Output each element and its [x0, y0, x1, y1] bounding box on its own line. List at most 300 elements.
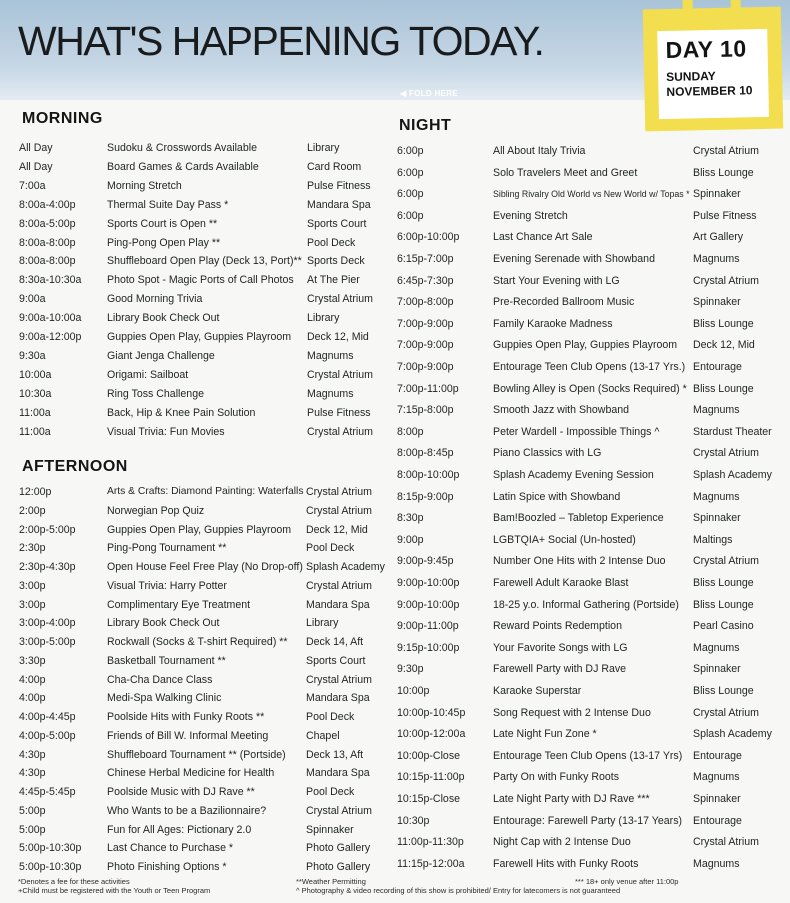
event-location: Bliss Lounge — [693, 317, 754, 330]
event-activity: Ring Toss Challenge — [107, 387, 204, 400]
event-location: Deck 14, Aft — [306, 636, 364, 648]
event-location: Entourage — [693, 814, 742, 827]
event-activity: Reward Points Redemption — [493, 620, 622, 633]
event-activity: Photo Spot - Magic Ports of Call Photos — [107, 274, 294, 287]
event-time: 8:00a-8:00p — [19, 255, 76, 268]
event-location: Library — [307, 312, 340, 325]
event-activity: Back, Hip & Knee Pain Solution — [107, 406, 256, 419]
event-activity: Night Cap with 2 Intense Duo — [493, 836, 631, 849]
event-activity: Ping-Pong Tournament ** — [107, 542, 227, 555]
event-activity: Bowling Alley is Open (Socks Required) * — [493, 382, 687, 395]
event-location: Spinnaker — [693, 296, 741, 309]
schedule-row — [19, 839, 391, 857]
schedule-row — [397, 380, 790, 398]
event-activity: Farewell Adult Karaoke Blast — [493, 577, 629, 589]
event-location: Sports Deck — [307, 255, 365, 268]
event-time: 9:30p — [397, 663, 424, 676]
event-location: Magnums — [693, 771, 740, 784]
event-location: Spinnaker — [693, 188, 741, 201]
schedule-row — [397, 768, 790, 786]
schedule-row — [19, 366, 391, 384]
event-time: 7:00p-9:00p — [397, 339, 454, 352]
schedule-row — [19, 502, 391, 520]
schedule-row — [397, 228, 790, 246]
event-activity: Karaoke Superstar — [493, 685, 582, 697]
event-activity: Evening Stretch — [493, 209, 568, 222]
event-time: 7:15p-8:00p — [397, 404, 454, 417]
event-activity: Shuffleboard Tournament ** (Portside) — [107, 748, 286, 761]
event-activity: Farewell Party with DJ Rave — [493, 663, 627, 676]
event-time: 10:00p-10:45p — [397, 706, 466, 719]
event-activity: Basketball Tournament ** — [107, 654, 226, 667]
day-card — [657, 29, 769, 119]
schedule-row — [19, 689, 391, 707]
event-location: Crystal Atrium — [306, 579, 372, 592]
fold-arrow-icon: ◀ — [400, 89, 407, 98]
event-time: 11:15p-12:00a — [397, 857, 465, 870]
schedule-row — [19, 821, 391, 839]
event-activity: Entourage Teen Club Opens (13-17 Yrs.) — [493, 361, 686, 373]
event-location: Crystal Atrium — [693, 145, 759, 157]
event-activity: Norwegian Pop Quiz — [107, 504, 205, 517]
schedule-row — [19, 596, 391, 614]
event-activity: Library Book Check Out — [107, 312, 220, 325]
event-location: Deck 12, Mid — [693, 339, 755, 352]
event-activity: Origami: Sailboat — [107, 368, 189, 381]
event-time: 6:15p-7:00p — [397, 253, 454, 265]
event-time: 10:30a — [19, 387, 52, 400]
event-time: 4:30p — [19, 748, 46, 761]
event-location: Library — [307, 142, 340, 154]
event-time: 3:00p-5:00p — [19, 636, 76, 648]
event-activity: Guppies Open Play, Guppies Playroom — [493, 339, 678, 352]
schedule-row — [397, 639, 790, 657]
event-activity: Open House Feel Free Play (No Drop-off) — [107, 561, 303, 573]
day-number: DAY 10 — [665, 35, 747, 63]
event-time: 7:00p-9:00p — [397, 317, 454, 330]
schedule-row — [397, 142, 790, 160]
day-date: NOVEMBER 10 — [666, 83, 753, 99]
event-time: 3:00p — [19, 579, 46, 592]
event-location: Magnums — [693, 857, 740, 870]
event-time: 8:30a-10:30a — [19, 274, 82, 287]
schedule-row — [19, 727, 391, 745]
event-activity: Sudoku & Crosswords Available — [107, 142, 257, 154]
event-time: 8:30p — [397, 512, 424, 525]
afternoon-heading: AFTERNOON — [22, 458, 128, 475]
event-time: 10:15p-Close — [397, 793, 461, 805]
event-time: 10:00p-12:00a — [397, 728, 466, 741]
event-activity: Last Chance Art Sale — [493, 231, 593, 244]
event-location: Bliss Lounge — [693, 685, 754, 697]
event-time: 9:00p-11:00p — [397, 620, 459, 633]
event-activity: LGBTQIA+ Social (Un-hosted) — [493, 533, 636, 546]
schedule-row — [397, 315, 790, 333]
schedule-row — [397, 185, 790, 203]
event-location: Crystal Atrium — [693, 706, 759, 719]
event-time: 10:00p — [397, 685, 430, 697]
event-time: 8:00p-8:45p — [397, 447, 454, 460]
event-time: 6:00p — [397, 166, 424, 179]
event-location: Bliss Lounge — [693, 577, 754, 589]
schedule-row — [397, 272, 790, 290]
event-location: Photo Gallery — [306, 842, 371, 855]
schedule-row — [397, 509, 790, 527]
schedule-row — [397, 164, 790, 182]
event-location: Pulse Fitness — [693, 209, 757, 222]
event-time: 5:00p — [19, 804, 46, 817]
event-location: Pool Deck — [306, 542, 355, 555]
event-activity: Shuffleboard Open Play (Deck 13, Port)** — [107, 255, 302, 268]
schedule-row — [19, 309, 391, 327]
event-location: Spinnaker — [693, 663, 741, 676]
event-time: 6:45p-7:30p — [397, 274, 454, 287]
event-activity: Sibling Rivalry Old World vs New World w/ Topas * — [493, 189, 690, 200]
schedule-row — [19, 215, 391, 233]
schedule-row — [19, 802, 391, 820]
schedule-row — [19, 328, 391, 346]
event-time: 2:00p — [19, 504, 46, 517]
footnote-weather: **Weather Permitting — [296, 877, 366, 886]
event-location: Spinnaker — [693, 512, 741, 525]
event-activity: Sports Court is Open ** — [107, 217, 218, 230]
footnote-child: +Child must be registered with the Youth or Teen Program — [18, 886, 211, 895]
event-activity: Pre-Recorded Ballroom Music — [493, 296, 635, 309]
event-time: 9:00a — [19, 293, 46, 306]
event-activity: Late Night Party with DJ Rave *** — [493, 793, 650, 805]
schedule-row — [397, 466, 790, 484]
schedule-row — [397, 531, 790, 549]
event-activity: Number One Hits with 2 Intense Duo — [493, 555, 666, 568]
schedule-row — [19, 671, 391, 689]
page-title: WHAT'S HAPPENING TODAY. — [18, 18, 544, 64]
schedule-row — [19, 539, 391, 557]
event-time: 11:00a — [19, 425, 51, 438]
schedule-row — [397, 207, 790, 225]
event-location: Spinnaker — [306, 823, 354, 836]
event-location: Crystal Atrium — [306, 673, 372, 686]
event-activity: Chinese Herbal Medicine for Health — [107, 767, 275, 780]
event-location: Mandara Spa — [306, 767, 370, 780]
event-activity: Farewell Hits with Funky Roots — [493, 857, 639, 870]
event-location: Splash Academy — [306, 561, 385, 573]
schedule-row — [19, 290, 391, 308]
event-activity: Evening Serenade with Showband — [493, 253, 655, 265]
event-time: 2:30p-4:30p — [19, 561, 76, 573]
event-activity: Your Favorite Songs with LG — [493, 641, 628, 654]
event-location: Magnums — [693, 253, 740, 265]
event-time: 9:00p — [397, 533, 424, 546]
event-time: 9:00p-10:00p — [397, 577, 460, 589]
event-location: Mandara Spa — [306, 598, 370, 611]
event-time: 8:00p-10:00p — [397, 469, 460, 481]
event-activity: Fun for All Ages: Pictionary 2.0 — [107, 823, 252, 836]
event-location: Entourage — [693, 361, 742, 373]
event-location: Mandara Spa — [307, 198, 371, 211]
schedule-row — [397, 574, 790, 592]
event-time: 8:00p — [397, 425, 424, 438]
event-time: 6:00p — [397, 145, 424, 157]
schedule-row — [19, 633, 391, 651]
event-location: Deck 13, Aft — [306, 748, 364, 761]
event-activity: Ping-Pong Open Play ** — [107, 236, 221, 249]
event-location: Maltings — [693, 533, 733, 546]
event-activity: Guppies Open Play, Guppies Playroom — [107, 523, 292, 536]
event-time: 10:30p — [397, 814, 430, 827]
footnote-photo: ^ Photography & video recording of this show is prohibited/ Entry for latecomers is not guaranteed — [296, 886, 621, 895]
event-activity: Friends of Bill W. Informal Meeting — [107, 729, 269, 742]
schedule-row — [19, 708, 391, 726]
event-activity: Poolside Music with DJ Rave ** — [107, 786, 255, 798]
event-time: 6:00p — [397, 188, 424, 201]
schedule-row — [19, 764, 391, 782]
schedule-row — [397, 250, 790, 268]
event-activity: Party On with Funky Roots — [493, 771, 619, 784]
event-location: Stardust Theater — [693, 425, 772, 438]
schedule-row — [397, 358, 790, 376]
event-time: 8:00a-5:00p — [19, 217, 76, 230]
event-time: 9:00a-10:00a — [19, 312, 82, 325]
event-activity: Bam!Boozled – Tabletop Experience — [493, 512, 664, 525]
event-activity: Guppies Open Play, Guppies Playroom — [107, 331, 292, 343]
event-location: Crystal Atrium — [306, 486, 372, 498]
event-location: Bliss Lounge — [693, 382, 754, 395]
event-location: Crystal Atrium — [307, 293, 373, 306]
schedule-row — [397, 812, 790, 830]
event-location: Magnums — [693, 641, 740, 654]
schedule-row — [19, 252, 391, 270]
badge-notch — [683, 0, 693, 18]
event-activity: Piano Classics with LG — [493, 447, 602, 460]
event-time: 9:15p-10:00p — [397, 641, 460, 654]
schedule-row — [397, 660, 790, 678]
event-time: 10:00a — [19, 368, 52, 381]
schedule-row — [397, 488, 790, 506]
event-location: Crystal Atrium — [693, 836, 759, 849]
event-activity: Library Book Check Out — [107, 617, 220, 630]
event-time: 6:00p — [397, 209, 424, 222]
schedule-row — [397, 833, 790, 851]
event-time: All Day — [19, 142, 53, 154]
schedule-row — [19, 234, 391, 252]
schedule-row — [19, 271, 391, 289]
event-time: 4:00p-4:45p — [19, 711, 76, 723]
event-time: 6:00p-10:00p — [397, 231, 460, 244]
schedule-row — [397, 401, 790, 419]
schedule-row — [397, 704, 790, 722]
event-location: Splash Academy — [693, 469, 772, 481]
event-activity: Entourage Teen Club Opens (13-17 Yrs) — [493, 749, 683, 762]
event-time: 2:30p — [19, 542, 46, 555]
schedule-row — [397, 747, 790, 765]
event-time: 4:00p-5:00p — [19, 729, 76, 742]
event-location: Crystal Atrium — [307, 368, 373, 381]
event-time: 12:00p — [19, 486, 52, 498]
event-time: 8:00a-4:00p — [19, 198, 76, 211]
schedule-row — [19, 196, 391, 214]
event-location: Crystal Atrium — [306, 804, 372, 817]
event-location: Magnums — [307, 387, 354, 400]
event-time: 4:00p — [19, 673, 46, 686]
event-time: 5:00p — [19, 823, 46, 836]
day-weekday: SUNDAY — [666, 68, 716, 84]
schedule-row — [397, 617, 790, 635]
event-location: Photo Gallery — [306, 861, 371, 873]
event-location: Magnums — [307, 349, 354, 362]
event-location: At The Pier — [307, 274, 360, 287]
event-time: 9:00a-12:00p — [19, 331, 82, 343]
event-location: Pearl Casino — [693, 620, 754, 633]
event-activity: Good Morning Trivia — [107, 293, 203, 306]
event-time: 4:00p — [19, 692, 46, 705]
event-activity: All About Italy Trivia — [493, 145, 586, 157]
event-time: 11:00a — [19, 406, 51, 419]
event-location: Spinnaker — [693, 793, 741, 805]
event-activity: Medi-Spa Walking Clinic — [107, 692, 222, 705]
event-time: All Day — [19, 160, 53, 173]
schedule-row — [397, 855, 790, 873]
schedule-row — [19, 385, 391, 403]
event-time: 5:00p-10:30p — [19, 842, 82, 855]
schedule-row — [19, 177, 391, 195]
event-activity: Thermal Suite Day Pass * — [107, 198, 229, 211]
schedule-row — [19, 746, 391, 764]
event-activity: Rockwall (Socks & T-shirt Required) ** — [107, 636, 288, 648]
schedule-row — [19, 652, 391, 670]
event-activity: Smooth Jazz with Showband — [493, 404, 630, 417]
event-location: Magnums — [693, 490, 740, 503]
event-time: 3:00p — [19, 598, 46, 611]
event-location: Art Gallery — [693, 231, 744, 244]
event-activity: Morning Stretch — [107, 179, 182, 192]
event-time: 5:00p-10:30p — [19, 861, 82, 873]
event-activity: Song Request with 2 Intense Duo — [493, 706, 651, 719]
event-activity: Peter Wardell - Impossible Things ^ — [493, 425, 660, 438]
schedule-row — [397, 682, 790, 700]
event-activity: Who Wants to be a Bazilionnaire? — [107, 804, 267, 817]
event-time: 10:15p-11:00p — [397, 771, 465, 784]
event-time: 4:45p-5:45p — [19, 786, 76, 798]
event-location: Magnums — [693, 404, 740, 417]
schedule-row — [19, 404, 391, 422]
schedule-row — [397, 552, 790, 570]
event-location: Crystal Atrium — [693, 447, 759, 460]
event-time: 9:30a — [19, 349, 46, 362]
night-heading: NIGHT — [399, 117, 452, 134]
event-location: Entourage — [693, 749, 742, 762]
event-time: 11:00p-11:30p — [397, 836, 464, 849]
event-location: Crystal Atrium — [693, 555, 759, 568]
event-activity: Poolside Hits with Funky Roots ** — [107, 711, 265, 723]
event-location: Pulse Fitness — [307, 406, 371, 419]
schedule-row — [397, 725, 790, 743]
event-time: 3:00p-4:00p — [19, 617, 76, 630]
event-activity: Start Your Evening with LG — [493, 274, 620, 287]
event-location: Pool Deck — [306, 786, 355, 798]
event-location: Splash Academy — [693, 728, 772, 741]
schedule-row — [19, 614, 391, 632]
event-location: Pool Deck — [307, 236, 356, 249]
event-location: Bliss Lounge — [693, 598, 754, 611]
schedule-row — [397, 423, 790, 441]
event-activity: Entourage: Farewell Party (13-17 Years) — [493, 814, 683, 827]
event-location: Bliss Lounge — [693, 166, 754, 179]
event-activity: Splash Academy Evening Session — [493, 469, 654, 481]
event-activity: Photo Finishing Options * — [107, 861, 227, 873]
event-time: 9:00p-9:45p — [397, 555, 454, 568]
event-activity: Latin Spice with Showband — [493, 490, 621, 503]
event-time: 7:00p-8:00p — [397, 296, 454, 309]
schedule-row — [19, 158, 391, 176]
schedule-row — [19, 521, 391, 539]
badge-notch — [731, 0, 741, 17]
event-activity: Family Karaoke Madness — [493, 317, 613, 330]
event-location: Card Room — [307, 160, 362, 173]
day-badge — [643, 7, 784, 132]
fold-text: FOLD HERE — [408, 89, 458, 98]
event-location: Deck 12, Mid — [306, 523, 368, 536]
schedule-row — [19, 423, 391, 441]
event-location: Crystal Atrium — [693, 274, 759, 287]
schedule-row — [397, 790, 790, 808]
schedule-row — [397, 444, 790, 462]
schedule-row — [397, 336, 790, 354]
event-location: Sports Court — [307, 217, 367, 230]
schedule-row — [19, 139, 391, 157]
event-time: 7:00p-11:00p — [397, 382, 459, 395]
schedule-row — [19, 858, 391, 876]
schedule-row — [397, 596, 790, 614]
event-time: 8:00a-8:00p — [19, 236, 76, 249]
event-location: Crystal Atrium — [307, 425, 373, 438]
fold-here-label — [400, 89, 458, 98]
schedule-row — [19, 483, 391, 501]
event-time: 10:00p-Close — [397, 749, 461, 762]
event-location: Sports Court — [306, 654, 366, 667]
event-time: 4:30p — [19, 767, 46, 780]
event-activity: Complimentary Eye Treatment — [107, 598, 251, 611]
event-activity: Visual Trivia: Fun Movies — [107, 425, 225, 438]
event-location: Deck 12, Mid — [307, 331, 369, 343]
event-time: 7:00p-9:00p — [397, 361, 454, 373]
event-activity: Cha-Cha Dance Class — [107, 673, 213, 686]
event-activity: Giant Jenga Challenge — [107, 349, 215, 362]
event-location: Chapel — [306, 729, 340, 742]
event-activity: Last Chance to Purchase * — [107, 842, 234, 855]
event-activity: Late Night Fun Zone * — [493, 728, 597, 741]
schedule-row — [397, 293, 790, 311]
event-activity: Board Games & Cards Available — [107, 160, 259, 173]
schedule-row — [19, 783, 391, 801]
event-location: Mandara Spa — [306, 692, 370, 705]
footnote-fee: *Denotes a fee for these activities — [18, 877, 130, 886]
event-location: Pulse Fitness — [307, 179, 371, 192]
footnote-adults: *** 18+ only venue after 11:00p — [575, 877, 679, 886]
event-activity: Visual Trivia: Harry Potter — [107, 579, 227, 592]
event-time: 3:30p — [19, 654, 46, 667]
event-time: 7:00a — [19, 179, 46, 192]
event-location: Crystal Atrium — [306, 504, 372, 517]
event-activity: Solo Travelers Meet and Greet — [493, 166, 638, 179]
schedule-row — [19, 558, 391, 576]
event-location: Pool Deck — [306, 711, 355, 723]
event-location: Library — [306, 617, 339, 630]
event-time: 9:00p-10:00p — [397, 598, 460, 611]
event-activity: Arts & Crafts: Diamond Painting: Waterfalls — [107, 486, 304, 497]
schedule-row — [19, 347, 391, 365]
event-activity: 18-25 y.o. Informal Gathering (Portside) — [493, 598, 679, 611]
schedule-row — [19, 577, 391, 595]
